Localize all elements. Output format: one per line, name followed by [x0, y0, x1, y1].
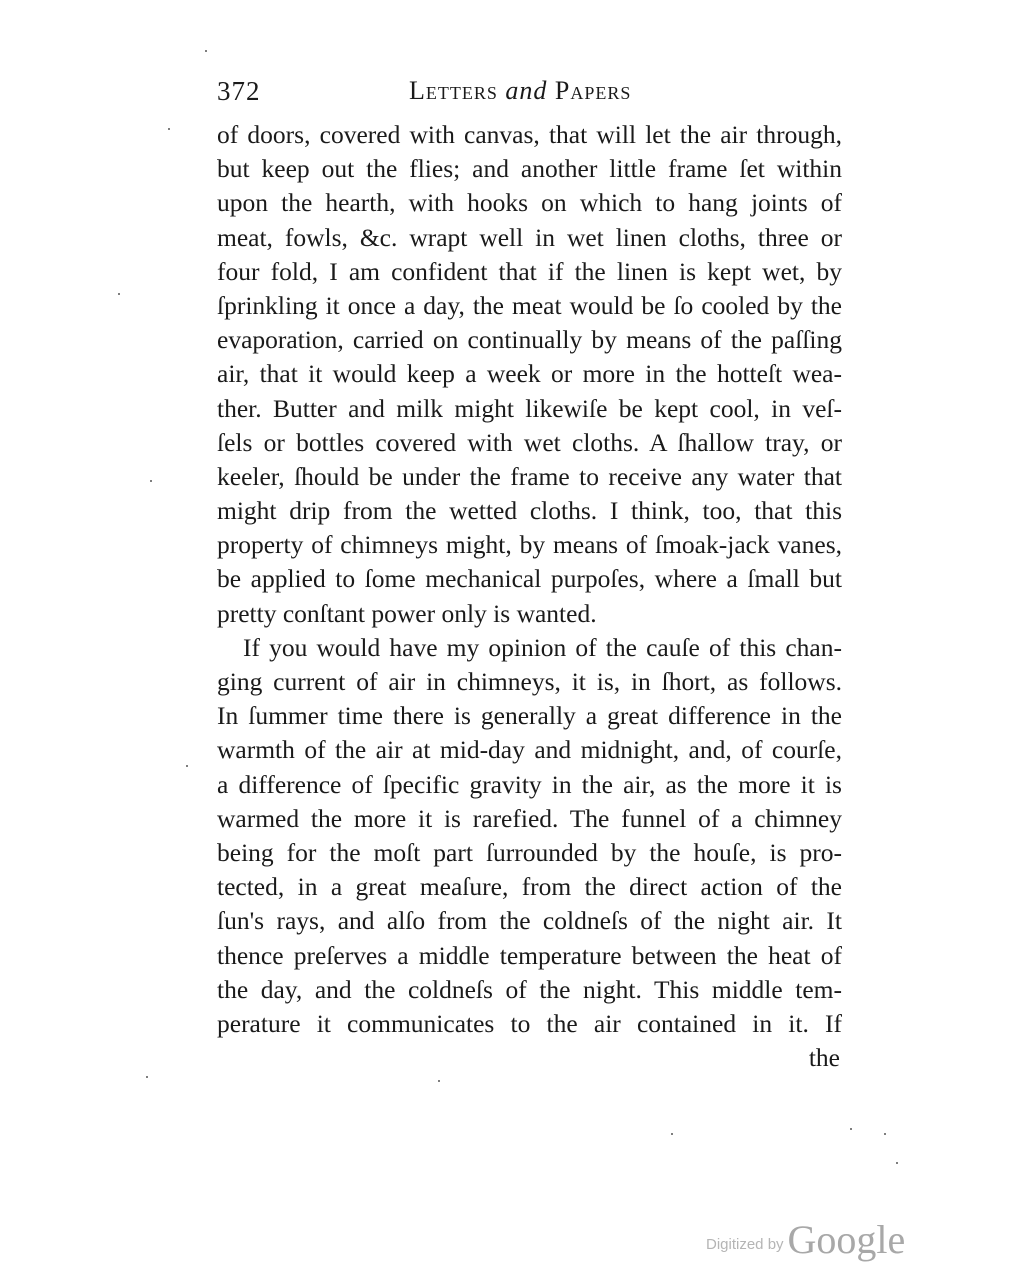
running-title-papers: Papers	[554, 76, 632, 105]
scan-speck	[884, 1133, 886, 1135]
scan-speck	[205, 50, 207, 52]
text-line: four fold, I am confident that if the linen is kept wet, by	[217, 256, 842, 286]
digitized-by-google-watermark	[706, 1216, 905, 1263]
text-line: warmth of the air at mid-day and midnight, and, of courſe,	[217, 735, 842, 765]
scan-speck	[150, 480, 152, 482]
text-line: air, that it would keep a week or more in the hotteſt wea-	[217, 359, 842, 389]
text-line: evaporation, carried on continually by means of the paſſing	[217, 325, 842, 355]
body-text	[217, 118, 842, 1041]
running-title	[409, 76, 631, 106]
scan-speck	[671, 1133, 673, 1135]
text-line: ſels or bottles covered with wet cloths. A ſhallow tray, or	[217, 427, 842, 457]
text-line: a difference of ſpecific gravity in the air, as the more it is	[217, 769, 842, 799]
catchword: the	[808, 1043, 840, 1072]
paragraph-start-line: If you would have my opinion of the cauſe of this chan-	[243, 632, 842, 662]
running-title-letters: Letters	[409, 76, 498, 105]
scan-speck	[146, 1076, 148, 1078]
text-line: of doors, covered with canvas, that will let the air through,	[217, 120, 842, 149]
text-line: In ſummer time there is generally a great difference in the	[217, 701, 842, 731]
page-number: 372	[217, 76, 261, 106]
text-line: perature it communicates to the air contained in it. If	[217, 1008, 842, 1038]
text-line: keeler, ſhould be under the frame to receive any water that	[217, 461, 842, 491]
scan-speck	[438, 1080, 440, 1082]
scan-speck	[168, 128, 170, 130]
google-logo: Google	[787, 1217, 906, 1262]
scan-speck	[896, 1162, 898, 1164]
text-line: being for the moſt part ſurrounded by the houſe, is pro-	[217, 837, 842, 867]
text-line: the day, and the coldneſs of the night. This middle tem-	[217, 974, 842, 1004]
text-line: thence preſerves a middle temperature between the heat of	[217, 940, 842, 970]
text-line: ſun's rays, and alſo from the coldneſs of the night air. It	[217, 906, 842, 936]
running-title-and: and	[505, 76, 548, 105]
scan-speck	[850, 1128, 852, 1130]
text-line: upon the hearth, with hooks on which to hang joints of	[217, 188, 842, 218]
running-header	[217, 76, 847, 112]
text-line: pretty conſtant power only is wanted.	[217, 598, 597, 628]
text-line: meat, fowls, &c. wrapt well in wet linen cloths, three or	[217, 222, 842, 252]
text-line: be applied to ſome mechanical purpoſes, where a ſmall but	[217, 564, 842, 594]
text-line: ſprinkling it once a day, the meat would be ſo cooled by the	[217, 290, 842, 320]
scan-speck	[118, 293, 120, 295]
text-line: property of chimneys might, by means of ſmoak-jack vanes,	[217, 530, 842, 560]
text-line: tected, in a great meaſure, from the direct action of the	[217, 872, 842, 902]
text-line: ging current of air in chimneys, it is, in ſhort, as follows.	[217, 667, 842, 696]
watermark-prefix: Digitized by	[706, 1236, 784, 1253]
text-line: might drip from the wetted cloths. I think, too, that this	[217, 496, 842, 526]
text-line: but keep out the flies; and another little frame ſet within	[217, 154, 842, 184]
scan-speck	[186, 765, 188, 767]
text-line: warmed the more it is rarefied. The funnel of a chimney	[217, 803, 842, 833]
text-line: ther. Butter and milk might likewiſe be kept cool, in veſ-	[217, 393, 842, 423]
